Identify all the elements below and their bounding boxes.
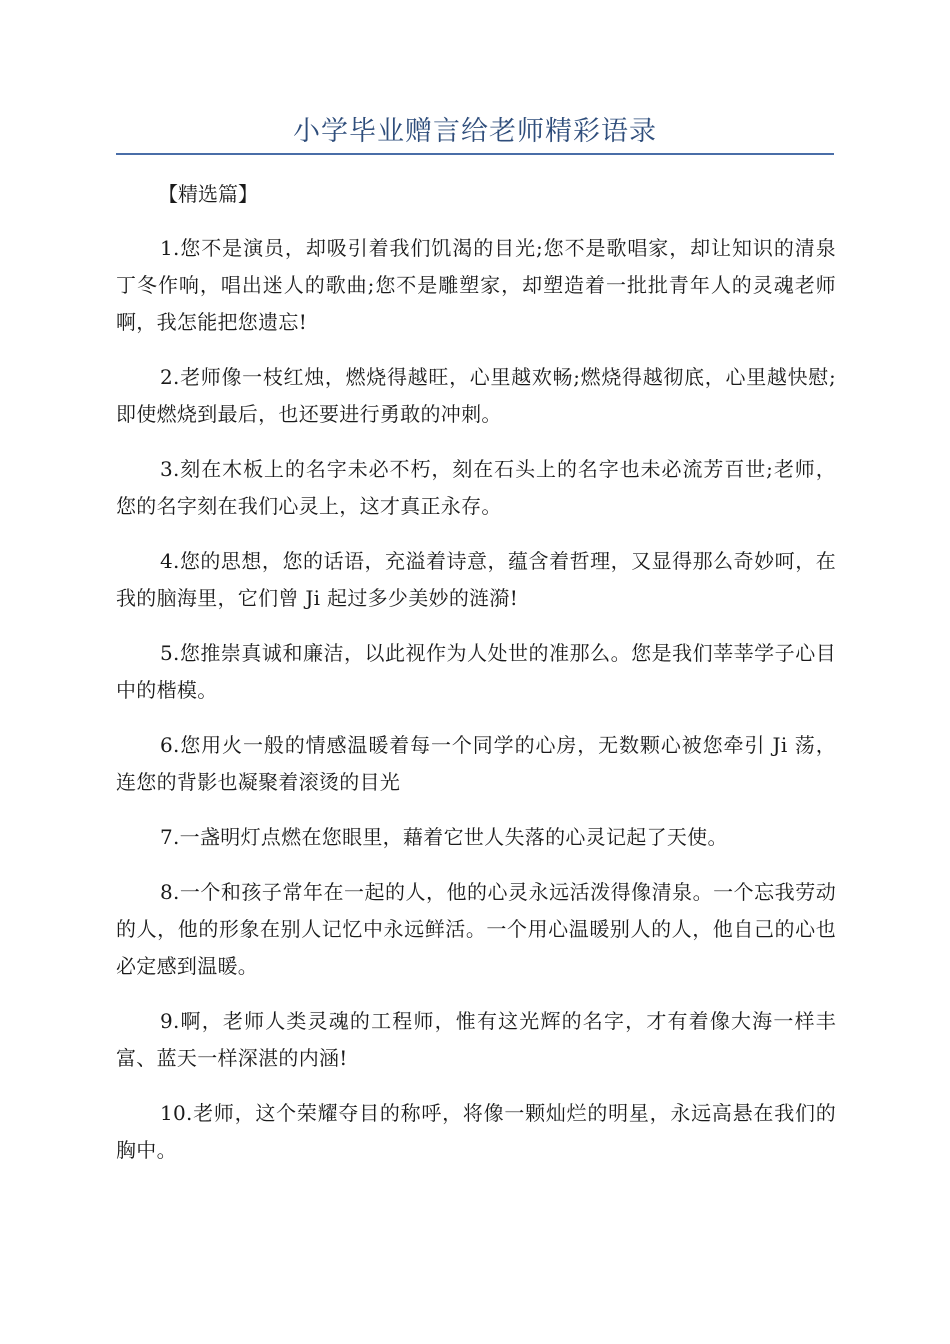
quote-paragraph-6: 6.您用火一般的情感温暖着每一个同学的心房，无数颗心被您牵引 Ji 荡，连您的背影也凝聚着滚烫的目光	[116, 733, 836, 794]
section-label: 【精选篇】	[158, 182, 258, 206]
quote-paragraph-1: 1.您不是演员，却吸引着我们饥渴的目光;您不是歌唱家，却让知识的清泉丁冬作响，唱出迷人的歌曲;您不是雕塑家，却塑造着一批批青年人的灵魂老师啊，我怎能把您遗忘!	[116, 236, 836, 334]
quote-paragraph-5: 5.您推崇真诚和廉洁，以此视作为人处世的准那么。您是我们莘莘学子心目中的楷模。	[116, 641, 836, 702]
quote-paragraph-4: 4.您的思想，您的话语，充溢着诗意，蕴含着哲理，又显得那么奇妙呵，在我的脑海里，它们曾 Ji 起过多少美妙的涟漪!	[116, 549, 836, 610]
quote-paragraph-7: 7.一盏明灯点燃在您眼里，藉着它世人失落的心灵记起了天使。	[160, 825, 728, 849]
document-body	[116, 176, 836, 1187]
quote-paragraph-8: 8.一个和孩子常年在一起的人，他的心灵永远活泼得像清泉。一个忘我劳动的人，他的形象在别人记忆中永远鲜活。一个用心温暖别人的人，他自己的心也必定感到温暖。	[116, 880, 836, 978]
quote-paragraph-2: 2.老师像一枝红烛，燃烧得越旺，心里越欢畅;燃烧得越彻底，心里越快慰;即使燃烧到最后，也还要进行勇敢的冲刺。	[116, 365, 836, 426]
quote-paragraph-9: 9.啊，老师人类灵魂的工程师，惟有这光辉的名字，才有着像大海一样丰富、蓝天一样深湛的内涵!	[116, 1009, 836, 1070]
quote-paragraph-10: 10.老师，这个荣耀夺目的称呼，将像一颗灿烂的明星，永远高悬在我们的胸中。	[116, 1101, 836, 1162]
document-title: 小学毕业赠言给老师精彩语录	[293, 116, 657, 147]
title-underline	[116, 153, 834, 155]
quote-paragraph-3: 3.刻在木板上的名字未必不朽，刻在石头上的名字也未必流芳百世;老师，您的名字刻在我们心灵上，这才真正永存。	[116, 457, 836, 518]
